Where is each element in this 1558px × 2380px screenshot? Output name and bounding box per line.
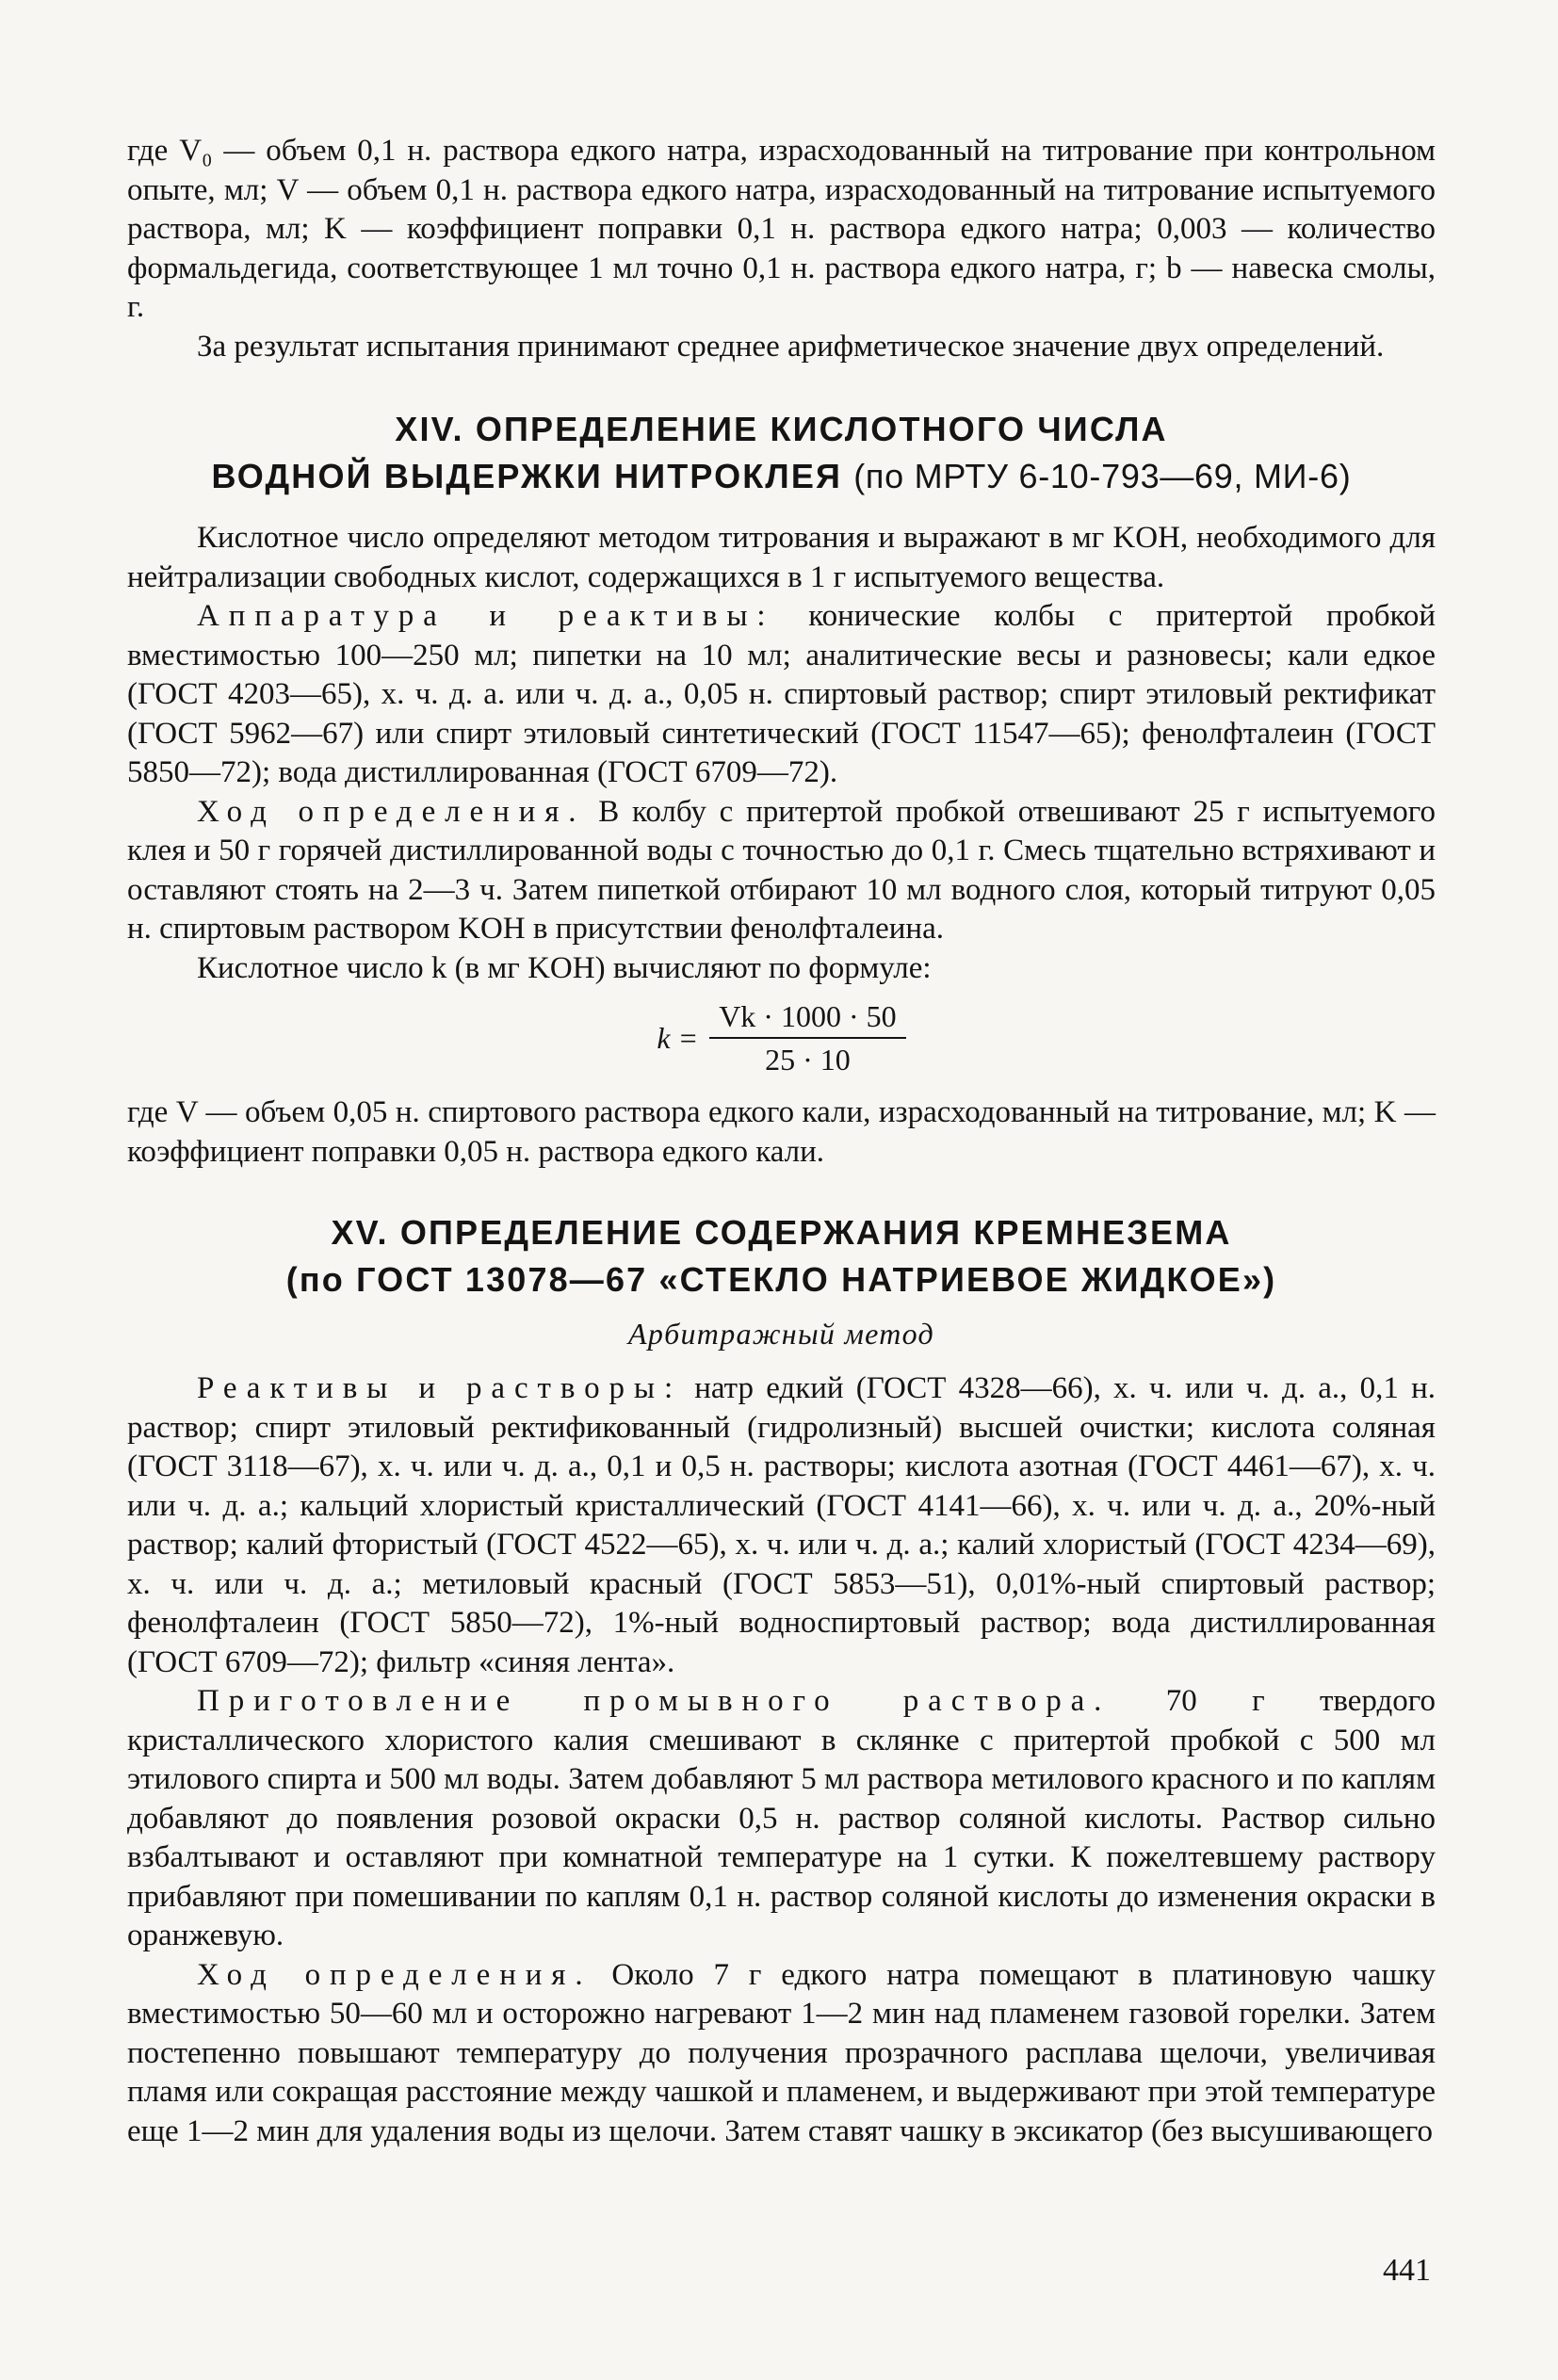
formula-lhs: k = bbox=[657, 1020, 699, 1055]
formula-numerator: Vk · 1000 · 50 bbox=[709, 997, 905, 1039]
reagents-label: Реактивы и растворы: bbox=[197, 1371, 683, 1405]
section-15-heading bbox=[127, 1209, 1436, 1303]
apparatus-text: конические колбы с притертой пробкой вместимостью 100—250 мл; пипетки на 10 мл; аналитические весы и разновесы; кали едкое (ГОСТ 4203—65), х. ч. д. а. или ч. д. а., 0,05 н. спиртовый раствор; спирт этиловый ректификат (ГОСТ 5962—67) или спирт этиловый синтетический (ГОСТ 11547—65); фенолфталеин (ГОСТ 5850—72); вода дистиллированная (ГОСТ 6709—72). bbox=[127, 599, 1436, 789]
section-14-title-line2: ВОДНОЙ ВЫДЕРЖКИ НИТРОКЛЕЯ bbox=[211, 457, 843, 495]
wash-text: 70 г твердого кристаллического хлористого калия смешивают в склянке с притертой пробкой с 500 мл этилового спирта и 500 мл воды. Затем добавляют 5 мл раствора метилового красного и по каплям добавляют до появления розовой окраски 0,5 н. раствор соляной кислоты. Раствор сильно взбалтывают и оставляют при комнатной температуре на 1 сутки. К пожелтевшему раствору прибавляют при помешивании по каплям 0,1 н. раствор соляной кислоты до изменения окраски в оранжевую. bbox=[127, 1684, 1436, 1952]
formula-intro: Кислотное число k (в мг KOH) вычисляют по формуле: bbox=[197, 950, 932, 985]
reagents-text: натр едкий (ГОСТ 4328—66), х. ч. или ч. д. а., 0,1 н. раствор; спирт этиловый ректификованный (гидролизный) высшей очистки; кислота соляная (ГОСТ 3118—67), х. ч. или ч. д. а., 0,1 и 0,5 н. растворы; кислота азотная (ГОСТ 4461—67), х. ч. или ч. д. а.; кальций хлористый кристаллический (ГОСТ 4141—66), х. ч. или ч. д. а., 20%-ный раствор; калий фтористый (ГОСТ 4522—65), х. ч. или ч. д. а.; калий хлористый (ГОСТ 4234—69), х. ч. или ч. д. а.; метиловый красный (ГОСТ 5853—51), 0,01%-ный спиртовый раствор; фенолфталеин (ГОСТ 5850—72), 1%-ный водноспиртовый раствор; вода дистиллированная (ГОСТ 6709—72); фильтр «синяя лента». bbox=[127, 1371, 1436, 1679]
section-15-title-line2: (по ГОСТ 13078—67 «СТЕКЛО НАТРИЕВОЕ ЖИДКОЕ») bbox=[285, 1260, 1277, 1299]
procedure-text-14: В колбу с притертой пробкой отвешивают 25 г испытуемого клея и 50 г горячей дистиллированной воды с точностью до 0,1 г. Смесь тщательно встряхивают и оставляют стоять на 2—3 ч. Затем пипеткой отбирают 10 мл водного слоя, который титруют 0,05 н. спиртовым раствором KOH в присутствии фенолфталеина. bbox=[127, 794, 1436, 946]
section-14-intro: Кислотное число определяют методом титрования и выражают в мг KOH, необходимого для нейтрализации свободных кислот, содержащихся в 1 г испытуемого вещества. bbox=[127, 521, 1436, 594]
section-14-title-line1: XIV. ОПРЕДЕЛЕНИЕ КИСЛОТНОГО ЧИСЛА bbox=[395, 410, 1168, 448]
procedure-label-14: Ход определения. bbox=[197, 794, 586, 829]
apparatus-label: Аппаратура и реактивы: bbox=[197, 599, 775, 633]
formula-denominator: 25 · 10 bbox=[765, 1043, 851, 1077]
section-14-procedure bbox=[127, 793, 1436, 949]
section-15-title-line1: XV. ОПРЕДЕЛЕНИЕ СОДЕРЖАНИЯ КРЕМНЕЗЕМА bbox=[331, 1213, 1232, 1252]
formula-fraction bbox=[709, 997, 905, 1078]
page-number: 441 bbox=[1383, 2253, 1431, 2288]
result-paragraph: За результат испытания принимают среднее арифметическое значение двух определений. bbox=[197, 329, 1385, 364]
formula-where: где V — объем 0,05 н. спиртового раствора едкого кали, израсходованный на титрование, мл; K — коэффициент поправки 0,05 н. раствора едкого кали. bbox=[127, 1095, 1436, 1169]
wash-label: Приготовление промывного раствора. bbox=[197, 1684, 1112, 1718]
section-14-title-ref: (по МРТУ 6-10-793—69, МИ-6) bbox=[853, 457, 1352, 495]
section-15-procedure bbox=[127, 1956, 1436, 2152]
where-paragraph-top: где V₀ — объем 0,1 н. раствора едкого натра, израсходованный на титрование при контрольном опыте, мл; V — объем 0,1 н. раствора едкого натра, израсходованный на титрование испытуемого раствора, мл; K — коэффициент поправки 0,1 н. раствора едкого натра; 0,003 — количество формальдегида, соответствующее 1 мл точно 0,1 н. раствора едкого натра, г; b — навеска смолы, г. bbox=[127, 134, 1436, 324]
section-14-heading bbox=[127, 406, 1436, 500]
section-15-reagents bbox=[127, 1369, 1436, 1682]
section-15-wash-solution bbox=[127, 1682, 1436, 1956]
section-15-subtitle: Арбитражный метод bbox=[628, 1317, 934, 1351]
procedure-text-15: Около 7 г едкого натра помещают в платиновую чашку вместимостью 50—60 мл и осторожно нагревают 1—2 мин над пламенем газовой горелки. Затем постепенно повышают температуру до получения прозрачного расплава щелочи, увеличивая пламя или сокращая расстояние между чашкой и пламенем, и выдерживают при этой температуре еще 1—2 мин для удаления воды из щелочи. Затем ставят чашку в эксикатор (без высушивающего bbox=[127, 1957, 1436, 2148]
section-14-apparatus bbox=[127, 597, 1436, 793]
procedure-label-15: Ход определения. bbox=[197, 1957, 592, 1992]
acid-number-formula bbox=[127, 997, 1436, 1078]
